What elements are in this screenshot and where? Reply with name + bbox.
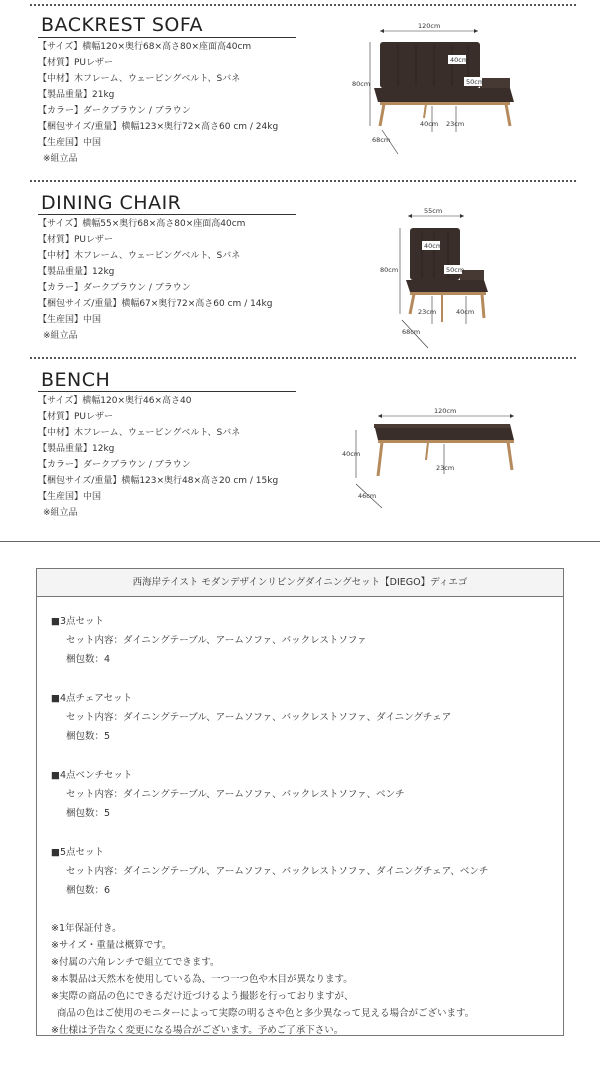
set-group xyxy=(51,689,563,746)
title-rule xyxy=(38,391,296,392)
note-item: ※本製品は天然木を使用している為、一つ一つ色や木目が異なります。 xyxy=(51,974,353,985)
dining-chair-illustration xyxy=(376,204,516,354)
note-item: ※サイズ・重量は概算です。 xyxy=(51,940,172,951)
spec-package: 【梱包サイズ/重量】横幅67×奥行72×高さ60 cm / 14kg xyxy=(38,299,273,309)
backrest-sofa-illustration xyxy=(350,18,550,158)
note-item: ※仕様は予告なく変更になる場合がございます。予めご了承下さい。 xyxy=(51,1025,344,1036)
set-contents: セット内容：ダイニングテーブル、アームソファ、バックレストソファ、ダイニングチェア xyxy=(66,712,452,723)
dim-height-label: 80cm xyxy=(352,80,371,88)
dim-width-label: 55cm xyxy=(424,207,443,215)
set-contents: セット内容：ダイニングテーブル、アームソファ、バックレストソファ、ダイニングチェア、ベンチ xyxy=(66,866,489,877)
spec-size: 【サイズ】横幅120×奥行68×高さ80×座面高40cm xyxy=(38,42,252,52)
dim-back-label: 40cm xyxy=(424,242,443,250)
set-name: ■4点ベンチセット xyxy=(51,770,133,781)
set-contents: セット内容：ダイニングテーブル、アームソファ、バックレストソファ xyxy=(66,635,367,646)
title-rule xyxy=(38,214,296,215)
product-title: BENCH xyxy=(41,369,111,391)
spec-color: 【カラー】ダークブラウン / ブラウン xyxy=(38,460,191,470)
section-dotted-divider xyxy=(30,180,576,182)
spec-list xyxy=(38,39,278,167)
set-box-header: 西海岸テイスト モダンデザインリビングダイニングセット【DIEGO】ディエゴ xyxy=(37,569,563,597)
spec-origin: 【生産国】中国 xyxy=(38,492,102,502)
spec-weight: 【製品重量】12kg xyxy=(38,444,115,454)
set-info-box xyxy=(36,568,564,1036)
set-packages: 梱包数：4 xyxy=(66,654,111,665)
dim-depth-label: 46cm xyxy=(358,492,377,500)
spec-color: 【カラー】ダークブラウン / ブラウン xyxy=(38,283,191,293)
dim-width-label: 120cm xyxy=(418,22,441,30)
spec-assembly: ※組立品 xyxy=(43,154,78,164)
spec-package: 【梱包サイズ/重量】横幅123×奥行72×高さ60 cm / 24kg xyxy=(38,122,279,132)
spec-weight: 【製品重量】21kg xyxy=(38,90,115,100)
spec-material: 【材質】PUレザー xyxy=(38,58,114,68)
spec-assembly: ※組立品 xyxy=(43,508,78,518)
dim-depth-label: 68cm xyxy=(372,136,391,144)
dim-seat-label: 50cm xyxy=(466,78,485,86)
note-item: ※実際の商品の色にできるだけ近づけるよう撮影を行っておりますが、 xyxy=(51,991,354,1002)
dim-leg-label: 23cm xyxy=(446,120,465,128)
spec-list xyxy=(38,393,278,521)
dim-seat-label: 50cm xyxy=(446,266,465,274)
spec-origin: 【生産国】中国 xyxy=(38,138,102,148)
dim-seat-height-label: 40cm xyxy=(456,308,475,316)
dim-height-label: 80cm xyxy=(380,266,399,274)
set-box-body xyxy=(37,597,563,1039)
set-name: ■5点セット xyxy=(51,847,105,858)
dim-leg-label: 23cm xyxy=(418,308,437,316)
spec-origin: 【生産国】中国 xyxy=(38,315,102,325)
title-rule xyxy=(38,37,296,38)
spec-filling: 【中材】木フレーム、ウェービングベルト、Sバネ xyxy=(38,428,241,438)
note-item: ※付属の六角レンチで組立てできます。 xyxy=(51,957,220,968)
dim-back-label: 40cm xyxy=(450,56,469,64)
set-group xyxy=(51,612,563,669)
section-dotted-divider xyxy=(30,357,576,359)
spec-list xyxy=(38,216,272,344)
dim-leg-label: 23cm xyxy=(436,464,455,472)
set-packages: 梱包数：5 xyxy=(66,731,111,742)
spec-filling: 【中材】木フレーム、ウェービングベルト、Sバネ xyxy=(38,74,241,84)
spec-weight: 【製品重量】12kg xyxy=(38,267,115,277)
top-dotted-divider xyxy=(30,4,576,6)
note-item: 商品の色はご使用のモニターによって実際の明るさや色と多少異なって見える場合がございます。 xyxy=(57,1008,475,1019)
product-title: DINING CHAIR xyxy=(41,192,182,214)
dim-width-label: 120cm xyxy=(434,407,457,415)
dim-depth-label: 68cm xyxy=(402,328,421,336)
spec-material: 【材質】PUレザー xyxy=(38,235,114,245)
notes-list xyxy=(51,920,563,1039)
spec-filling: 【中材】木フレーム、ウェービングベルト、Sバネ xyxy=(38,251,241,261)
set-name: ■3点セット xyxy=(51,616,105,627)
spec-size: 【サイズ】横幅120×奥行46×高さ40 xyxy=(38,396,192,406)
spec-package: 【梱包サイズ/重量】横幅123×奥行48×高さ20 cm / 15kg xyxy=(38,476,279,486)
note-item: ※1年保証付き。 xyxy=(51,923,122,934)
spec-size: 【サイズ】横幅55×奥行68×高さ80×座面高40cm xyxy=(38,219,246,229)
set-name: ■4点チェアセット xyxy=(51,693,133,704)
set-group xyxy=(51,843,563,900)
bench-illustration xyxy=(338,404,538,514)
product-title: BACKREST SOFA xyxy=(41,14,204,36)
set-packages: 梱包数：6 xyxy=(66,885,111,896)
spec-assembly: ※組立品 xyxy=(43,331,78,341)
dim-seat-height-label: 40cm xyxy=(420,120,439,128)
spec-material: 【材質】PUレザー xyxy=(38,412,114,422)
set-contents: セット内容：ダイニングテーブル、アームソファ、バックレストソファ、ベンチ xyxy=(66,789,405,800)
dim-height-label: 40cm xyxy=(342,450,361,458)
spec-color: 【カラー】ダークブラウン / ブラウン xyxy=(38,106,191,116)
section-divider xyxy=(0,541,600,542)
set-group xyxy=(51,766,563,823)
set-packages: 梱包数：5 xyxy=(66,808,111,819)
